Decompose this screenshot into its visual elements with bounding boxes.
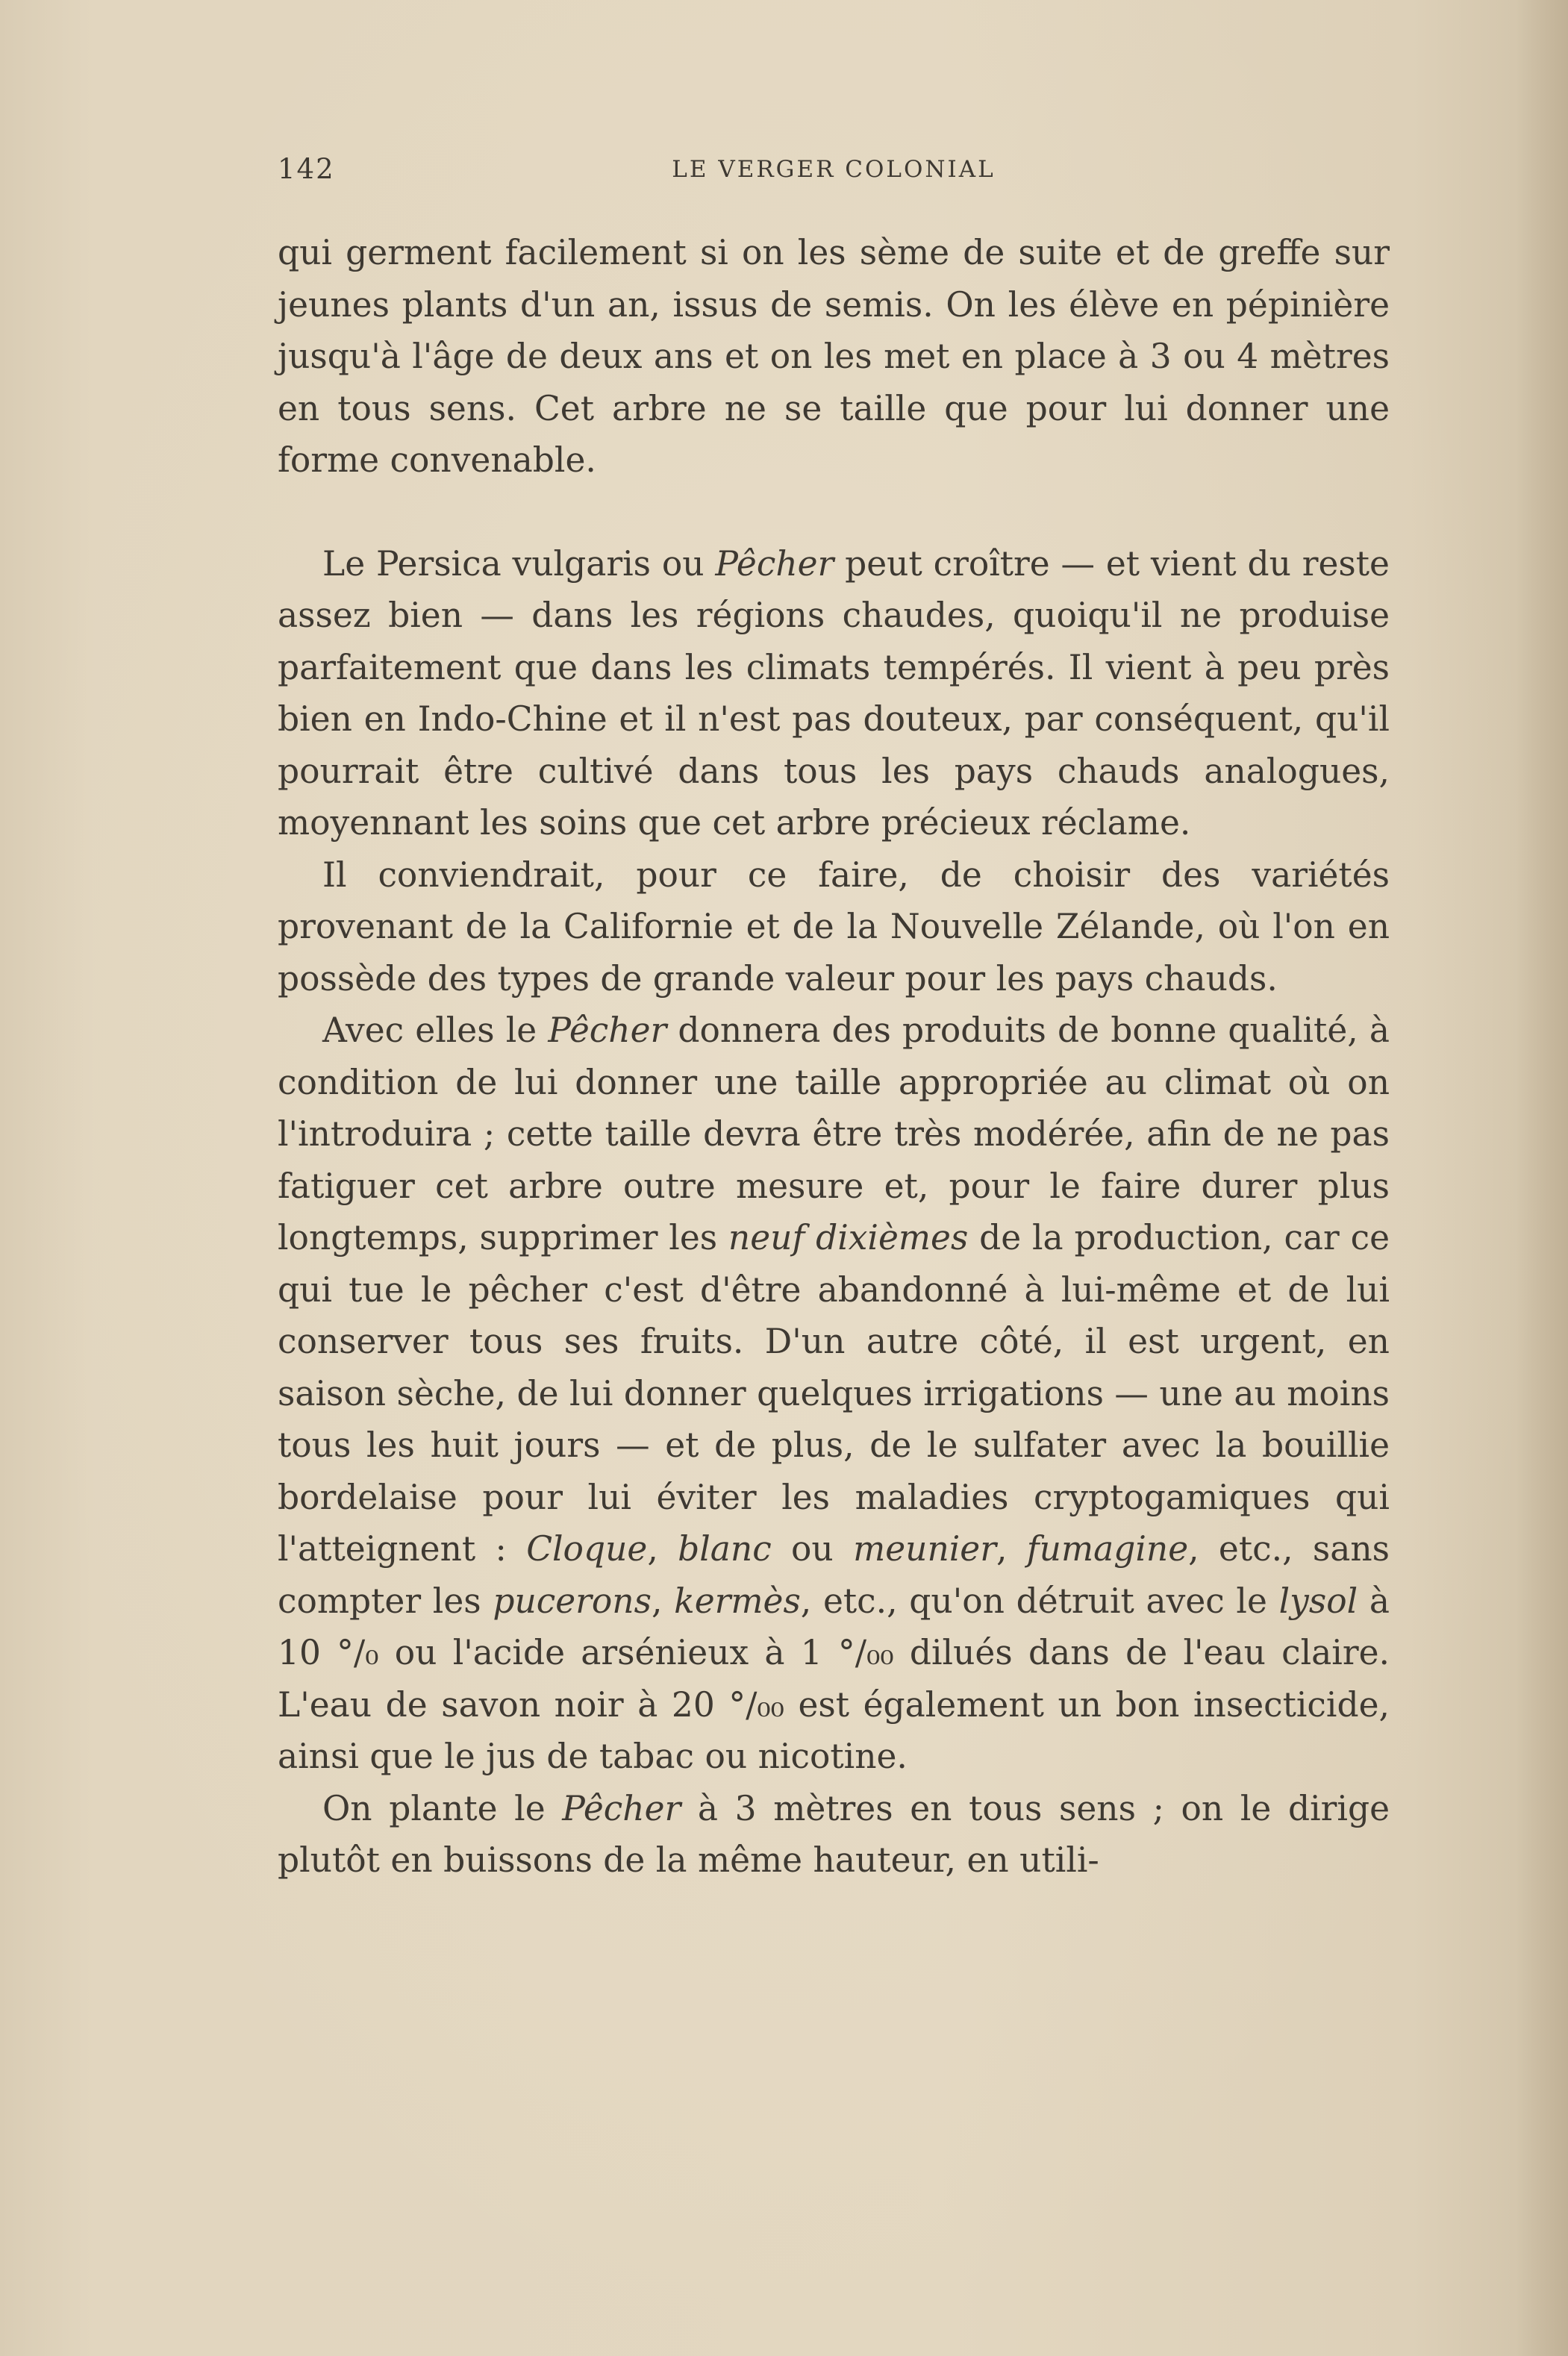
p5-text-c: à 3 mètres en tous sens ; on le dirige plutôt en buissons de la même hauteur, en utili- xyxy=(278,1788,1390,1880)
p4-italic-neuf-dixiemes: neuf dixièmes xyxy=(728,1218,969,1257)
p4-text-q: , etc., qu'on détruit avec le xyxy=(800,1581,1279,1621)
p4-italic-cloque: Cloque xyxy=(526,1529,648,1569)
paragraph-gap xyxy=(278,487,1390,538)
p4-text-g: , xyxy=(647,1529,678,1569)
paragraph-5 xyxy=(278,1783,1390,1887)
p4-italic-kermes: kermès xyxy=(674,1581,801,1621)
p4-italic-fumagine: fumagine xyxy=(1026,1529,1189,1569)
p2-text-c: peut croître — et vient du reste assez bien — dans les régions chaudes, quoiqu'il ne produise parfaitement que dans les climats tempérés. Il vient à peu près bien en Indo-Chine et il n'est pas douteux, par conséquent, qu'il pourrait être cultivé dans tous les pays chauds analogues, moyennant les soins que cet arbre précieux réclame. xyxy=(278,543,1390,843)
p4-text-m: , etc., sans compter les xyxy=(278,1529,1390,1621)
paragraph-1: qui germent facilement si on les sème de suite et de greffe sur jeunes plants d'un an, issus de semis. On les élève en pépinière jusqu'à l'âge de deux ans et on les met en place à 3 ou 4 mètres en tous sens. Cet arbre ne se taille que pour lui donner une forme convenable. xyxy=(278,233,1390,480)
p4-text-a: Avec elles le xyxy=(322,1010,549,1050)
paragraph-2 xyxy=(278,538,1390,849)
p4-italic-pecher: Pêcher xyxy=(548,1010,667,1050)
running-title: LE VERGER COLONIAL xyxy=(672,156,996,183)
paragraph-3: Il conviendrait, pour ce faire, de choisir des variétés provenant de la Californie et de la Nouvelle Zélande, où l'on en possède des types de grande valeur pour les pays chauds. xyxy=(278,854,1390,999)
body-text xyxy=(278,227,1390,1887)
p4-italic-pucerons: pucerons xyxy=(493,1581,652,1621)
p5-italic-pecher: Pêcher xyxy=(562,1788,681,1828)
p4-text-k: , xyxy=(996,1529,1027,1569)
p4-italic-meunier: meunier xyxy=(853,1529,996,1569)
p4-text-e: de la production, car ce qui tue le pêcher c'est d'être abandonné à lui-même et de lui conserver tous ses fruits. D'un autre côté, il est urgent, en saison sèche, de lui donner quelques irrigations — une au moins tous les huit jours — et de plus, de le sulfater avec la bouillie bordelaise pour lui éviter les maladies cryptogamiques qui l'atteignent : xyxy=(278,1218,1390,1569)
p5-text-a: On plante le xyxy=(322,1788,563,1828)
paragraph-4 xyxy=(278,1004,1390,1783)
p4-text-s: à 10 °/₀ ou l'acide arsénieux à 1 °/₀₀ dilués dans de l'eau claire. L'eau de savon noir à 20 °/₀₀ est également un bon insecticide, ainsi que le jus de tabac ou nicotine. xyxy=(278,1581,1390,1776)
p4-text-o: , xyxy=(651,1581,675,1621)
p2-italic-pecher: Pêcher xyxy=(715,543,834,584)
p2-text-a: Le Persica vulgaris ou xyxy=(322,543,716,584)
p4-italic-blanc: blanc xyxy=(678,1529,772,1569)
page-header xyxy=(278,153,1390,190)
page-number: 142 xyxy=(278,153,335,185)
p4-italic-lysol: lysol xyxy=(1278,1581,1358,1621)
p4-text-c: donnera des produits de bonne qualité, à condition de lui donner une taille appropriée au climat où on l'introduira ; cette taille devra être très modérée, afin de ne pas fatiguer cet arbre outre mesure et, pour le faire durer plus longtemps, supprimer les xyxy=(278,1010,1390,1257)
p4-text-i: ou xyxy=(771,1529,854,1569)
